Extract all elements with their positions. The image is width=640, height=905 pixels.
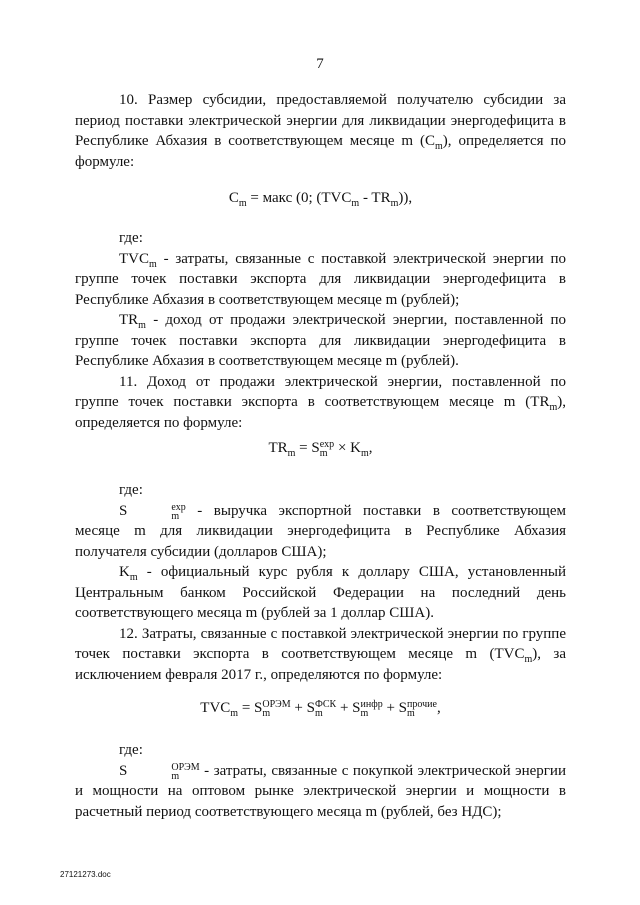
definition-k: [75, 562, 566, 624]
definition-tr-symbol: TR: [119, 312, 139, 328]
paragraph-11-sub: m: [549, 402, 558, 413]
formula-3-t3-stack: [361, 700, 383, 718]
definition-sorem: [75, 761, 566, 823]
definition-sexp-sup: exp: [171, 501, 186, 513]
definition-k-symbol: K: [119, 564, 130, 580]
formula-3-plus2: + S: [336, 700, 361, 716]
definition-sexp-text: - выручка экспортной поставки в соответствующем месяце m для ликвидации энергодефицита в Республике Абхазия получателя субсидии (долларов США);: [75, 502, 566, 560]
definition-sorem-text: - затраты, связанные с покупкой электрической энергии и мощности на оптовом рынке электрической энергии и мощности в расчетный период соответствующего месяца m (рублей, без НДС);: [75, 762, 566, 820]
formula-3-t4-stack: [407, 700, 437, 718]
formula-1-lhs-sub: m: [238, 198, 247, 209]
formula-1-tvc-sub: m: [351, 198, 360, 209]
formula-3-plus1: + S: [290, 700, 315, 716]
formula-2-k-sub: m: [360, 448, 369, 459]
definition-sexp: [75, 501, 566, 563]
paragraph-10: [75, 90, 566, 172]
definition-sorem-sub: m: [171, 770, 180, 782]
definitions-1: [75, 228, 566, 433]
formula-subsidy: [75, 190, 566, 207]
definition-tr-text: - доход от продажи электрической энергии, поставленной по группе точек поставки экспорта для ликвидации энергодефицита в Республике Абхазия в соответствующем месяце m (рублей).: [75, 312, 566, 369]
formula-2-end: ,: [368, 440, 373, 456]
formula-3-t1-sup: ОРЭМ: [262, 699, 291, 710]
paragraph-10-text: 10. Размер субсидии, предоставляемой получателю субсидии за период поставки электрической энергии для ликвидации энергодефицита в Республике Абхазия в соответствующем месяце m (C: [75, 92, 566, 149]
definition-tvc-symbol: TVC: [119, 250, 149, 267]
formula-2-eq: = S: [295, 440, 320, 456]
formula-2-lhs: TR: [268, 440, 288, 456]
definition-tr-sub: m: [138, 320, 146, 331]
paragraph-12-tail: ), за исключением февраля 2017 г., определяются по формуле:: [75, 646, 566, 683]
definitions-3: [75, 740, 566, 822]
formula-2-lhs-sub: m: [287, 448, 296, 459]
formula-3-t2-sub: m: [314, 708, 323, 719]
formula-3-t2-sup: ФСК: [314, 699, 337, 710]
formula-revenue: [75, 440, 566, 458]
definition-sorem-symbol: S: [119, 762, 128, 779]
definition-tr: [75, 310, 566, 372]
definition-k-text: - официальный курс рубля к доллару США, установленный Центральным банком Российской Федерации на последний день соответствующего месяца m (рублей за 1 доллар США).: [75, 564, 566, 621]
paragraph-10-tail: ), определяется по формуле:: [75, 133, 567, 170]
formula-2-s-stack: [320, 440, 334, 458]
definition-sorem-sup: ОРЭМ: [171, 761, 200, 773]
file-footer: 27121273.doc: [60, 870, 111, 879]
formula-3-t4-sub: m: [407, 708, 415, 719]
formula-1-mid: = макс (0; (TVC: [246, 190, 352, 206]
paragraph-10-sub: m: [435, 141, 443, 152]
formula-1-lhs: C: [228, 190, 239, 206]
definition-k-sub: m: [129, 572, 138, 583]
formula-1-end: )),: [398, 190, 413, 206]
formula-3-t3-sub: m: [360, 708, 369, 719]
formula-2-times: × K: [334, 440, 361, 456]
paragraph-12: [75, 624, 566, 686]
formula-2-s-sup: exp: [319, 439, 335, 450]
formula-3-t4-sup: прочие: [407, 699, 437, 710]
formula-3-eq: = S: [238, 700, 263, 716]
definition-tvc: [75, 249, 566, 311]
paragraph-11: [75, 372, 566, 434]
formula-3-t1-stack: [262, 700, 290, 718]
definition-sexp-sub: m: [171, 510, 180, 522]
paragraph-11-text: 11. Доход от продажи электрической энергии, поставленной по группе точек поставки экспорта в соответствующем месяце m (TR: [75, 373, 566, 410]
where-label-1: где:: [119, 230, 143, 246]
formula-3-t2-stack: [315, 700, 336, 718]
definition-tvc-sub: m: [149, 258, 157, 270]
definition-sexp-symbol: S: [119, 502, 128, 519]
definition-tvc-text: - затраты, связанные с поставкой электрической энергии по группе точек поставки экспорта для ликвидации энергодефицита в Республике Абхазия в соответствующем месяце m (рублей);: [75, 250, 566, 308]
where-label-2: где:: [119, 482, 143, 498]
page-number: 7: [316, 56, 324, 72]
formula-3-end: ,: [436, 700, 441, 716]
formula-2-s-sub: m: [319, 448, 328, 459]
where-label-3: где:: [119, 742, 143, 758]
formula-1-tr-sub: m: [390, 198, 399, 209]
formula-costs: [75, 700, 566, 718]
formula-3-t3-sup: инфр: [360, 699, 383, 710]
paragraph-12-sub: m: [524, 654, 533, 665]
definitions-2: [75, 480, 566, 685]
definition-sexp-stack: [127, 503, 185, 521]
definition-sorem-stack: [127, 763, 199, 781]
formula-3-plus3: + S: [382, 700, 408, 716]
formula-3-lhs-sub: m: [230, 708, 239, 719]
formula-3-lhs: TVC: [200, 700, 231, 716]
paragraph-11-tail: ), определяется по формуле:: [75, 394, 566, 431]
formula-1-dash: - TR: [359, 190, 391, 206]
formula-3-t1-sub: m: [262, 708, 271, 719]
paragraph-12-text: 12. Затраты, связанные с поставкой электрической энергии по группе точек поставки экспорта в соответствующем месяце m (TVC: [75, 625, 566, 662]
